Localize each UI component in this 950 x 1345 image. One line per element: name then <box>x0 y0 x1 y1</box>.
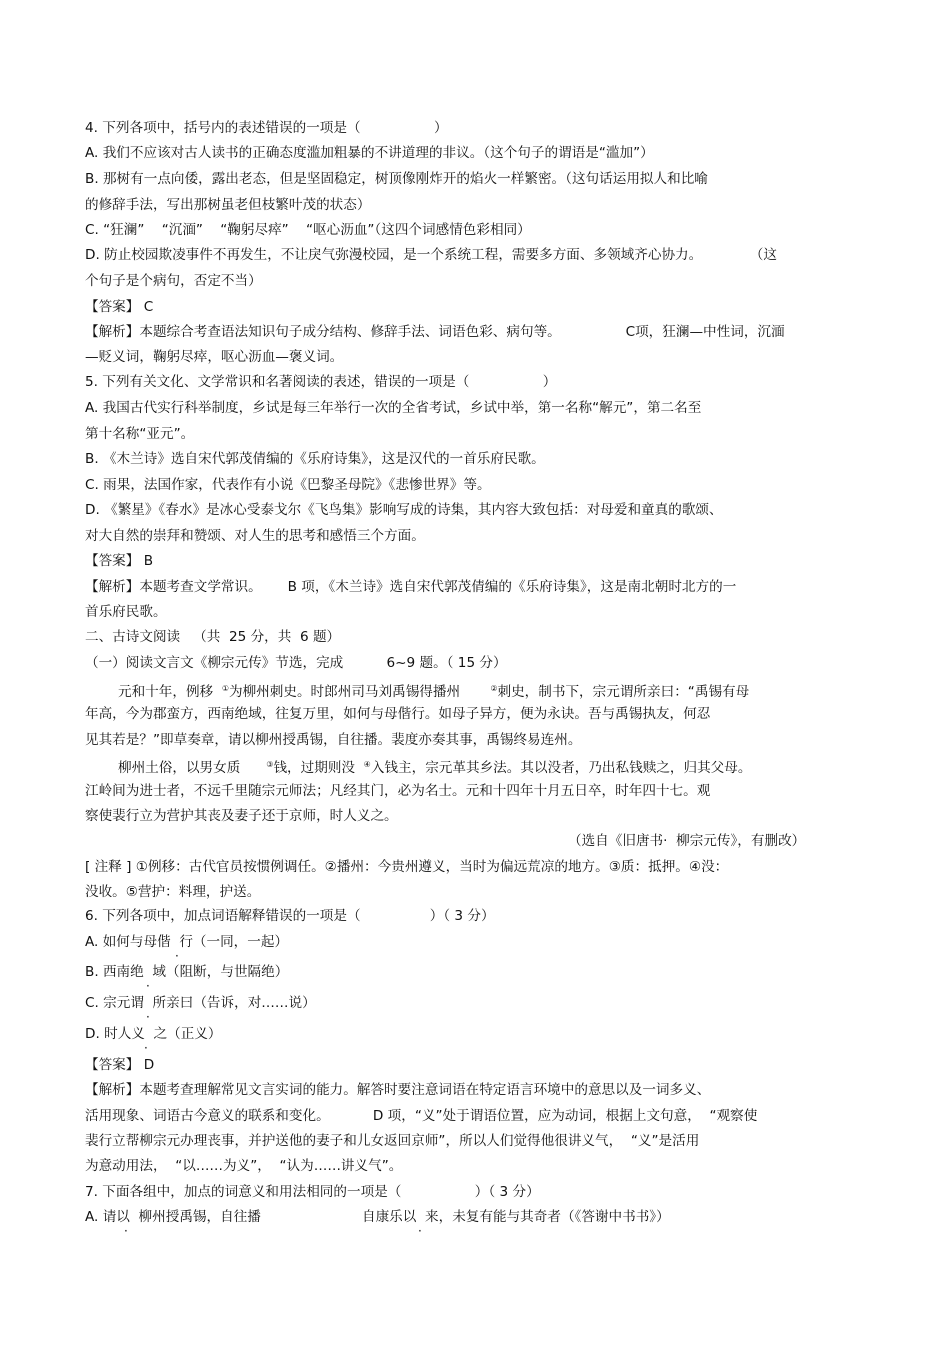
passage-p1-line3: 见其若是？”即草奏章，请以柳州授禹锡，自往播。裴度亦奏其事，禹锡终易连州。 <box>85 732 582 748</box>
q4-option-b-line1: B. 那树有一点向倭，露出老态，但是坚固稳定，树顶像刚炸开的焰火一样繁密。（这句话运用拟人和比喻 <box>85 171 708 187</box>
note-marker-2: ② <box>490 684 498 693</box>
note-marker-4: ④ <box>363 760 371 769</box>
q6-analysis-line1: 【解析】本题考查理解常见文言实词的能力。解答时要注意词语在特定语言环境中的意思以及一词多义、 <box>85 1082 711 1098</box>
q6-option-a: A. 如何与母偕 行（一同，一起） <box>85 934 289 950</box>
q4-option-c: C. “狂澜” “沉湎” “鞠躬尽瘁” “呕心沥血”（这四个词感情色彩相同） <box>85 222 531 238</box>
q5-option-b: B. 《木兰诗》选自宋代郭茂倩编的《乐府诗集》，这是汉代的一首乐府民歌。 <box>85 451 545 467</box>
q6-option-c: C. 宗元谓 所亲曰（告诉，对……说） <box>85 995 316 1011</box>
emphasis-dot: · <box>418 1224 422 1238</box>
q4-option-d-line1: D. 防止校园欺凌事件不再发生，不让戾气弥漫校园，是一个系统工程，需要多方面、多领域齐心协力。 （这 <box>85 247 777 263</box>
section-subtitle: （一）阅读文言文《柳宗元传》节选，完成 6~9 题。（ 15 分） <box>85 655 507 671</box>
q6-answer: 【答案】 D <box>85 1057 155 1073</box>
passage-p1-line1: 元和十年，例移 ①为柳州刺史。时郎州司马刘禹锡得播州 ②刺史，制书下，宗元谓所亲曰：“禹锡有母 <box>118 684 750 700</box>
q5-option-d-line2: 对大自然的崇拜和赞颂、对人生的思考和感悟三个方面。 <box>85 528 425 544</box>
emphasis-dot: · <box>146 979 150 993</box>
q5-stem: 5. 下列有关文化、文学常识和名著阅读的表述，错误的一项是（ ） <box>85 374 557 390</box>
q4-analysis-line2: —贬义词，鞠躬尽瘁，呕心沥血—褒义词。 <box>85 349 344 365</box>
emphasis-dot: · <box>144 1041 148 1055</box>
emphasis-dot: · <box>124 1224 128 1238</box>
emphasis-dot: · <box>175 949 179 963</box>
notes-line1: [ 注释 ] ①例移：古代官员按惯例调任。②播州：今贵州遵义，当时为偏远荒凉的地方。③质：抵押。④没： <box>85 859 729 875</box>
q7-stem: 7. 下面各组中，加点的词意义和用法相同的一项是（ ）（ 3 分） <box>85 1184 540 1200</box>
passage-source: （选自《旧唐书· 柳宗元传》，有删改） <box>568 833 806 849</box>
section-title: 二、古诗文阅读 （共 25 分，共 6 题） <box>85 629 341 645</box>
q5-answer: 【答案】 B <box>85 553 154 569</box>
q7-option-a-right: 自康乐以 来，未复有能与其奇者（《答谢中书书》） <box>362 1209 670 1225</box>
q5-option-a-line1: A. 我国古代实行科举制度，乡试是每三年举行一次的全省考试，乡试中举，第一名称“解元”，第二名至 <box>85 400 702 416</box>
q5-analysis-line2: 首乐府民歌。 <box>85 604 167 620</box>
q4-option-d-line2: 个句子是个病句，否定不当） <box>85 273 262 289</box>
q6-analysis-line3: 裴行立帮柳宗元办理丧事，并护送他的妻子和儿女返回京师”，所以人们觉得他很讲义气， “义”是活用 <box>85 1133 700 1149</box>
q4-option-b-line2: 的修辞手法，写出那树虽老但枝繁叶茂的状态） <box>85 197 371 213</box>
passage-p2-line3: 察使裴行立为营护其丧及妻子还于京师，时人义之。 <box>85 808 398 824</box>
q4-option-a: A. 我们不应该对古人读书的正确态度滥加粗暴的不讲道理的非议。（这个句子的谓语是“滥加”） <box>85 145 654 161</box>
q4-answer: 【答案】 C <box>85 299 154 315</box>
note-marker-1: ① <box>221 684 229 693</box>
q6-option-d: D. 时人义 之（正义） <box>85 1026 222 1042</box>
q4-analysis-line1: 【解析】本题综合考查语法知识句子成分结构、修辞手法、词语色彩、病句等。 C项，狂澜—中性词，沉湎 <box>85 324 785 340</box>
q5-option-a-line2: 第十名称“亚元”。 <box>85 426 195 442</box>
q5-option-c: C. 雨果，法国作家，代表作有小说《巴黎圣母院》《悲惨世界》等。 <box>85 477 491 493</box>
emphasis-dot: · <box>146 1010 150 1024</box>
q5-analysis-line1: 【解析】本题考查文学常识。 B 项，《木兰诗》选自宋代郭茂倩编的《乐府诗集》，这是南北朝时北方的一 <box>85 579 737 595</box>
q6-analysis-line2: 活用现象、词语古今意义的联系和变化。 D 项，“义”处于谓语位置，应为动词，根据上文句意， “观察使 <box>85 1108 758 1124</box>
q6-analysis-line4: 为意动用法， “以……为义”， “认为……讲义气”。 <box>85 1158 403 1174</box>
passage-p2-line2: 江岭间为进士者，不远千里随宗元师法；凡经其门，必为名士。元和十四年十月五日卒，时年四十七。观 <box>85 783 711 799</box>
passage-p2-line1: 柳州土俗，以男女质 ③钱，过期则没 ④入钱主，宗元革其乡法。其以没者，乃出私钱赎之，归其父母。 <box>118 760 752 776</box>
q6-option-b: B. 西南绝 域（阻断，与世隔绝） <box>85 964 289 980</box>
q5-option-d-line1: D. 《繁星》《春水》是冰心受泰戈尔《飞鸟集》影响写成的诗集，其内容大致包括：对母爱和童真的歌颂、 <box>85 502 723 518</box>
q4-stem: 4. 下列各项中，括号内的表述错误的一项是（ ） <box>85 120 448 136</box>
notes-line2: 没收。⑤营护：料理，护送。 <box>85 884 261 900</box>
q7-option-a-left: A. 请以 柳州授禹锡，自往播 <box>85 1209 261 1225</box>
passage-p1-line2: 年高，今为郡蛮方，西南绝域，往复万里，如何与母偕行。如母子异方，便为永诀。吾与禹锡执友，何忍 <box>85 706 711 722</box>
note-marker-3: ③ <box>266 760 274 769</box>
q6-stem: 6. 下列各项中，加点词语解释错误的一项是（ ）（ 3 分） <box>85 908 495 924</box>
